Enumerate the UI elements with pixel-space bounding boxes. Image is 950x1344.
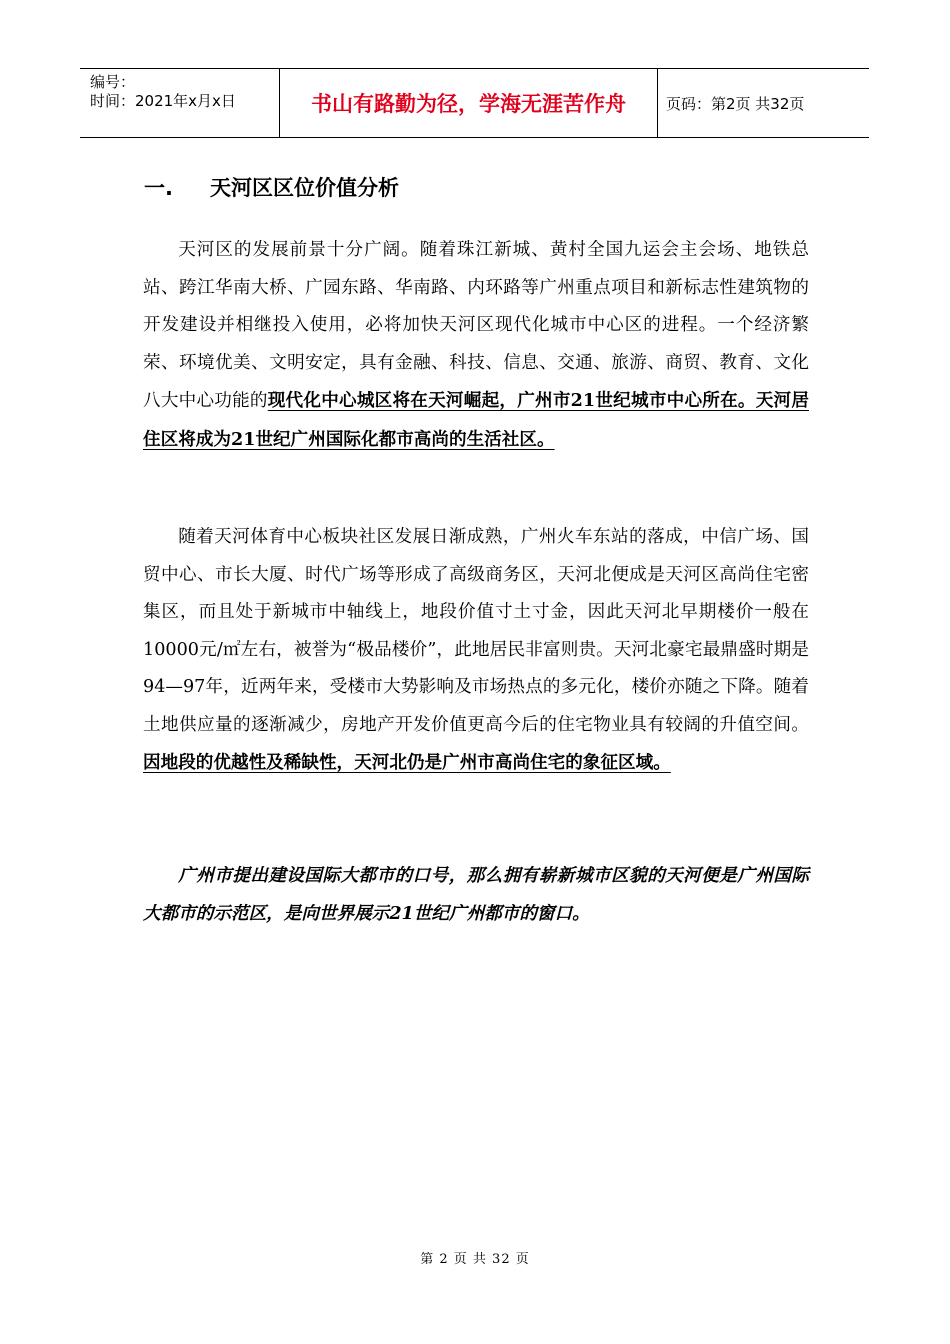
paragraph-3	[143, 857, 809, 932]
paragraph-2-emphasis: 因地段的优越性及稀缺性，天河北仍是广州市高尚住宅的象征区域。	[143, 752, 671, 773]
code-label: 编号：	[90, 73, 136, 91]
section-title: 天河区区位价值分析	[210, 176, 399, 200]
paragraph-3-text: 广州市提出建设国际大都市的口号，那么拥有崭新城市区貌的天河便是广州国际大都市的示范区，是向世界展示21世纪广州都市的窗口。	[143, 865, 809, 924]
header-motto: 书山有路勤为径，学海无涯苦作舟	[280, 69, 658, 137]
section-heading	[144, 172, 399, 202]
header-meta	[80, 69, 280, 137]
page-footer: 第 2 页 共 32 页	[420, 1252, 530, 1267]
paragraph-2	[143, 519, 809, 783]
section-number: 一.	[144, 176, 173, 200]
header-table	[80, 68, 869, 138]
paragraph-1-emphasis: 现代化中心城区将在天河崛起，广州市21世纪城市中心所在。天河居住区将成为21世纪广州国际化都市高尚的生活社区。	[143, 390, 809, 450]
time-label: 时间：2021年x月x日	[90, 92, 236, 110]
paragraph-1	[143, 232, 809, 459]
paragraph-2-text: 随着天河体育中心板块社区发展日渐成熟，广州火车东站的落成，中信广场、国贸中心、市长大厦、时代广场等形成了高级商务区，天河北便成是天河区高尚住宅密集区，而且处于新城市中轴线上，地段价值寸土寸金，因此天河北早期楼价一般在10000元/㎡左右，被誉为“极品楼价”，此地居民非富则贵。天河北豪宅最鼎盛时期是94—97年，近两年来，受楼市大势影响及市场热点的多元化，楼价亦随之下降。随着土地供应量的逐渐减少，房地产开发价值更高今后的住宅物业具有较阔的升值空间。	[143, 527, 809, 735]
header-page-info: 页码：第2页 共32页	[666, 94, 805, 113]
paragraph-1-text: 天河区的发展前景十分广阔。随着珠江新城、黄村全国九运会主会场、地铁总站、跨江华南大桥、广园东路、华南路、内环路等广州重点项目和新标志性建筑物的开发建设并相继投入使用，必将加快天河区现代化城市中心区的进程。一个经济繁荣、环境优美、文明安定，具有金融、科技、信息、交通、旅游、商贸、教育、文化八大中心功能的	[143, 240, 809, 411]
